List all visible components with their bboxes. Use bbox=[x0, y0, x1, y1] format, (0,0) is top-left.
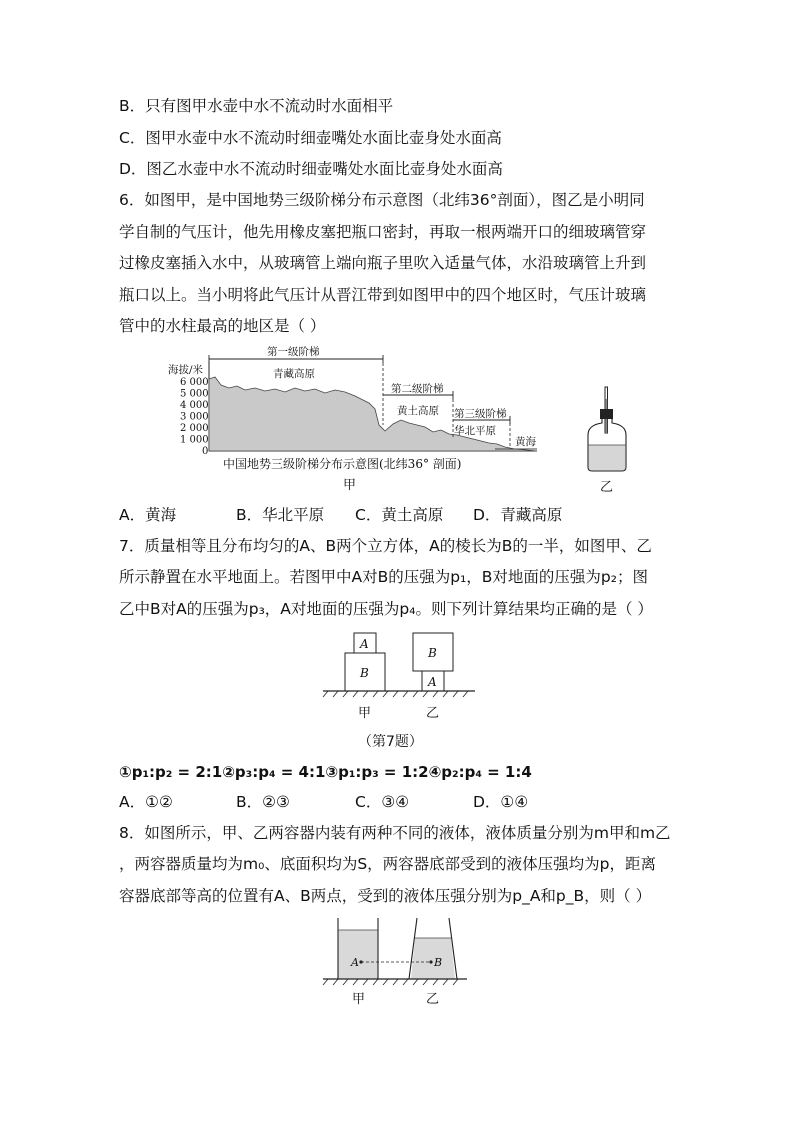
q8-stem-line-3: 容器底部等高的位置有A、B两点，受到的液体压强分别为p_A和p_B，则（ ） bbox=[119, 887, 652, 905]
step2-label: 第二级阶梯 bbox=[391, 383, 444, 395]
region-huanghai: 黄海 bbox=[515, 436, 536, 448]
figure-label-yi: 乙 bbox=[600, 480, 614, 495]
q7-stem-line-3: 乙中B对A的压强为p₃，A对地面的压强为p₄。则下列计算结果均正确的是（ ） bbox=[119, 600, 653, 618]
q7-option-c: C．③④ bbox=[355, 793, 410, 811]
cubes-figure bbox=[320, 630, 480, 722]
cube-a-jia-label: A bbox=[360, 637, 369, 651]
step3-label: 第三级阶梯 bbox=[454, 408, 507, 420]
q8-stem-line-2: ，两容器质量均为m₀、底面积均为S，两容器底部受到的液体压强均为p，距离 bbox=[119, 855, 656, 873]
y-tick-5000: 5 000 bbox=[180, 388, 209, 400]
q7-option-d: D．①④ bbox=[473, 793, 529, 811]
terrain-profile-figure bbox=[165, 343, 550, 495]
q6-stem-line-4: 瓶口以上。当小明将此气压计从晋江带到如图甲中的四个地区时，气压计玻璃 bbox=[119, 286, 647, 304]
q8-ground-hatch bbox=[323, 979, 458, 985]
point-a-label: A bbox=[351, 956, 359, 969]
y-tick-6000: 6 000 bbox=[180, 377, 209, 388]
cubes-label-jia: 甲 bbox=[358, 706, 372, 721]
liquid-yi bbox=[411, 938, 455, 979]
step1-label: 第一级阶梯 bbox=[267, 346, 320, 358]
q6-stem-line-3: 过橡皮塞插入水中，从玻璃管上端向瓶子里吹入适量气体，水沿玻璃管上升到 bbox=[119, 254, 647, 272]
liquid-jia bbox=[338, 930, 378, 979]
q6-option-c: C．黄土高原 bbox=[355, 506, 444, 524]
y-tick-1000: 1 000 bbox=[180, 434, 209, 446]
containers-label-jia: 甲 bbox=[352, 992, 366, 1007]
point-b-label: B bbox=[434, 956, 443, 969]
q6-option-b: B．华北平原 bbox=[236, 506, 325, 524]
cube-b-jia-label: B bbox=[360, 666, 369, 680]
q5-option-c: C．图甲水壶中水不流动时细壶嘴处水面比壶身处水面高 bbox=[119, 129, 502, 147]
q7-stem-line-2: 所示静置在水平地面上。若图甲中A对B的压强为p₁，B对地面的压强为p₂；图 bbox=[119, 568, 648, 586]
containers-label-yi: 乙 bbox=[426, 992, 440, 1007]
q5-option-b: B．只有图甲水壶中水不流动时水面相平 bbox=[119, 97, 394, 115]
figure-label-jia: 甲 bbox=[343, 478, 357, 493]
rubber-stopper bbox=[600, 409, 613, 419]
q5-option-d: D．图乙水壶中水不流动时细壶嘴处水面比壶身处水面高 bbox=[119, 160, 503, 178]
q6-option-d: D．青藏高原 bbox=[473, 506, 563, 524]
barometer-bottle-figure bbox=[580, 385, 640, 495]
q7-figure-caption: （第7题） bbox=[358, 734, 423, 750]
q7-option-b: B．②③ bbox=[236, 793, 290, 811]
y-tick-3000: 3 000 bbox=[180, 411, 209, 423]
y-tick-0: 0 bbox=[202, 446, 209, 457]
cube-a-yi-label: A bbox=[428, 675, 437, 689]
cube-b-yi-label: B bbox=[428, 646, 437, 660]
terrain-caption: 中国地势三级阶梯分布示意图(北纬36° 剖面) bbox=[223, 457, 462, 471]
region-huabei: 华北平原 bbox=[454, 425, 496, 437]
q8-stem-line-1: 8．如图所示，甲、乙两容器内装有两种不同的液体，液体质量分别为m甲和m乙 bbox=[119, 824, 671, 842]
containers-figure bbox=[320, 916, 470, 1008]
region-huangtu: 黄土高原 bbox=[397, 405, 439, 417]
region-qingzang: 青藏高原 bbox=[273, 368, 315, 380]
q6-stem-line-1: 6．如图甲，是中国地势三级阶梯分布示意图（北纬36°剖面），图乙是小明同 bbox=[119, 191, 645, 209]
q6-stem-line-5: 管中的水柱最高的地区是（ ） bbox=[119, 317, 326, 335]
q7-option-a: A．①② bbox=[119, 793, 173, 811]
cubes-label-yi: 乙 bbox=[426, 706, 440, 721]
ground-hatch bbox=[323, 691, 468, 697]
q6-stem-line-2: 学自制的气压计，他先用橡皮塞把瓶口密封，再取一根两端开口的细玻璃管穿 bbox=[119, 223, 647, 241]
q7-statements: ①p₁:p₂ = 2:1②p₃:p₄ = 4:1③p₁:p₃ = 1:2④p₂:p₄ = 1:4 bbox=[119, 763, 532, 781]
bottle-water bbox=[589, 445, 626, 470]
y-tick-2000: 2 000 bbox=[180, 423, 209, 434]
y-axis-label: 海拔/米 bbox=[168, 364, 204, 376]
q7-stem-line-1: 7．质量相等且分布均匀的A、B两个立方体，A的棱长为B的一半，如图甲、乙 bbox=[119, 537, 652, 555]
y-tick-4000: 4 000 bbox=[180, 400, 209, 411]
q6-option-a: A．黄海 bbox=[119, 506, 177, 524]
